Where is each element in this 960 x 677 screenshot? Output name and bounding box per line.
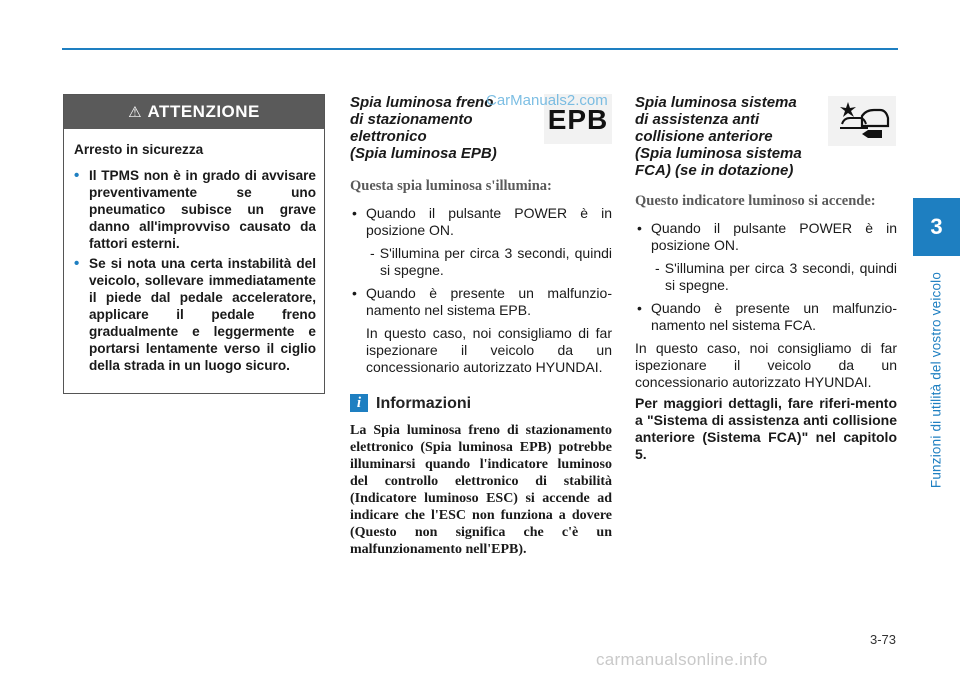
- epb-bullet: • Quando è presente un malfunzio-namento nel sistema EPB.: [352, 285, 612, 318]
- info-title: Informazioni: [376, 394, 472, 412]
- bullet-dot-icon: •: [74, 167, 80, 184]
- fca-title-block: [635, 94, 897, 179]
- fca-section: [635, 94, 897, 463]
- bullet-icon: •: [352, 285, 357, 301]
- bullet-icon: •: [352, 205, 357, 221]
- epb-bullet: • Quando il pulsante POWER è in posizione ON.: [352, 205, 612, 238]
- fca-collision-icon: [828, 96, 896, 146]
- fca-reference: Per maggiori dettagli, fare riferi-mento a "Sistema di assistenza anti collisione anteriore (Sistema FCA)" nel capitolo 5.: [635, 395, 897, 462]
- warning-box: [63, 94, 325, 394]
- top-rule: [62, 48, 898, 50]
- warning-header: [64, 95, 324, 129]
- fca-paragraph: In questo caso, noi consigliamo di far ispezionare il veicolo da un concessionario autorizzato HYUNDAI.: [635, 340, 897, 390]
- fca-title: Spia luminosa sistema di assistenza anti collisione anteriore (Spia luminosa sistema FCA) (se in dotazione): [635, 94, 802, 179]
- warning-item: • Se si nota una certa instabilità del veicolo, sollevare immediatamente il piede dal pedale acceleratore, applicare il pedale freno gradualmente e leggermente e portarsi lentamente verso il ciglio della strada in un luogo sicuro.: [74, 255, 316, 373]
- chapter-title: Funzioni di utilità del vostro veicolo: [928, 271, 944, 489]
- warning-triangle-icon: ⚠: [128, 103, 142, 121]
- info-icon: i: [350, 394, 368, 412]
- info-body: La Spia luminosa freno di stazionamento elettronico (Spia luminosa EPB) potrebbe illuminarsi quando l'indicatore luminoso del controllo elettronico di stabilità (Indicatore luminoso ESC) si accende ad indicare che l'ESC non funziona a dovere (Questo non significa che c'è un malfunzionamento nell'EPB).: [350, 423, 612, 557]
- epb-section: [350, 94, 612, 558]
- fca-bullet: • Quando è presente un malfunzio-namento nel sistema FCA.: [637, 300, 897, 333]
- warning-body: [64, 129, 324, 374]
- fca-dash-item: - S'illumina per circa 3 secondi, quindi si spegne.: [655, 260, 897, 293]
- bullet-dot-icon: •: [74, 255, 80, 272]
- bullet-icon: •: [637, 300, 642, 316]
- fca-bullet: • Quando il pulsante POWER è in posizione ON.: [637, 220, 897, 253]
- info-header: [350, 394, 612, 412]
- chapter-tab: [913, 198, 960, 256]
- epb-indicator-icon: EPB: [544, 94, 612, 144]
- warning-title: ATTENZIONE: [147, 102, 260, 121]
- fca-subhead: Questo indicatore luminoso si accende:: [635, 193, 876, 209]
- fca-car-icon: [832, 98, 892, 144]
- chapter-number: 3: [930, 214, 943, 239]
- watermark-top[interactable]: CarManuals2.com: [486, 92, 608, 109]
- page-number: 3-73: [869, 632, 896, 647]
- epb-title: Spia luminosa freno di stazionamento elettronico (Spia luminosa EPB): [350, 94, 497, 162]
- bullet-icon: •: [637, 220, 642, 236]
- epb-note: In questo caso, noi consigliamo di far ispezionare il veicolo da un concessionario autorizzato HYUNDAI.: [366, 325, 612, 375]
- epb-dash-item: - S'illumina per circa 3 secondi, quindi si spegne.: [370, 245, 612, 278]
- watermark-bottom[interactable]: carmanualsonline.info: [596, 650, 768, 669]
- warning-subtitle: Arresto in sicurezza: [74, 142, 204, 157]
- epb-subhead: Questa spia luminosa s'illumina:: [350, 178, 552, 194]
- warning-item: • Il TPMS non è in grado di avvisare preventivamente se uno pneumatico subisce un grave danno all'improvviso causato da fattori esterni.: [74, 167, 316, 251]
